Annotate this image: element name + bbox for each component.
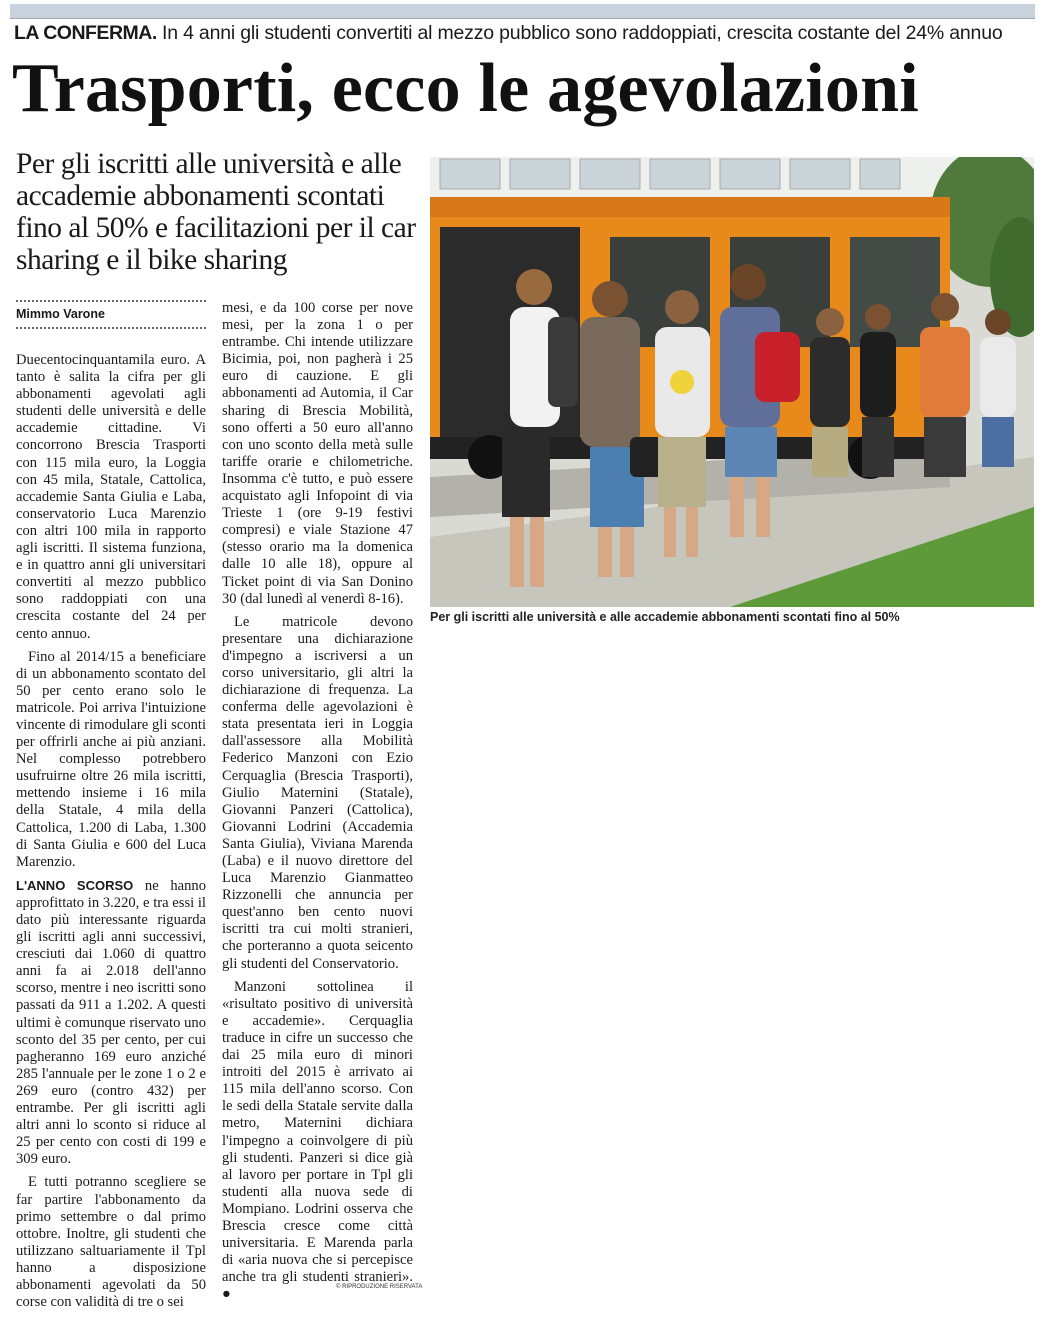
paragraph: Fino al 2014/15 a beneficiare di un abbonamento scontato del 50 per cento erano solo le matricole. Poi arriva l'intuizione vincente di rimodulare gli sconti per offrirli anche ai più anziani. Nel complesso potrebbero usufruirne oltre 26 mila iscritti, mettendo insieme i 16 mila della Statale, 4 mila della Cattolica, 1.200 di Laba, 1.300 di Santa Giulia e 600 del Luca Marenzio. bbox=[16, 648, 206, 870]
headline: Trasporti, ecco le agevolazioni bbox=[12, 50, 919, 127]
runin-label: L'ANNO SCORSO bbox=[16, 877, 134, 893]
photo-caption: Per gli iscritti alle università e alle accademie abbonamenti scontati fino al 50% bbox=[430, 610, 900, 624]
paragraph: mesi, e da 100 corse per nove mesi, per la zona 1 o per entrambe. Chi intende utilizzare Bicimia, poi, non pagherà i 25 euro di cauzione. E gli abbonamenti ad Automia, il Car sharing di Brescia Mobilità, sono offerti a 50 euro all'anno con uno sconto della metà sulle tariffe orarie e chilometriche. Insomma c'è tutto, e può essere acquistato agli Infopoint di via Trieste 1 (ore 9-19 festivi compresi) e viale Stazione 47 (stesso orario ma la domenica dalle 10 alle 18), oppure al Ticket point di via San Donino 30 (dal lunedì al venerdì 8-16). bbox=[222, 300, 413, 607]
copyright-note: © RIPRODUZIONE RISERVATA bbox=[336, 1284, 423, 1290]
page-top-bar bbox=[10, 4, 1035, 19]
bus-students-illustration bbox=[430, 157, 1034, 607]
article-column-1 bbox=[16, 352, 206, 1317]
paragraph: Manzoni sottolinea il «risultato positivo di università e accademie». Cerquaglia traduce in cifre un successo che dai 25 mila euro di minori introiti del 2015 è arrivato ai 115 mila dell'anno scorso. Con le sedi della Statale servite dalla metro, Maternini dichiara l'impegno a coinvolgere di più gli studenti. Panzeri si dice già al lavoro per portare in Tpl gli studenti alla nuova sede di Mompiano. Lodrini osserva che Brescia cresce come città universitaria. E Marenda parla di «aria nuova che si percepisce anche tra gli studenti stranieri». ● bbox=[222, 978, 413, 1303]
paragraph-with-runin bbox=[16, 877, 206, 1169]
news-photo bbox=[430, 157, 1034, 607]
paragraph: Le matricole devono presentare una dichiarazione d'impegno a iscriversi a un corso universitario, gli altri la dichiarazione di frequenza. La conferma delle agevolazioni è stata presentata ieri in Loggia dall'assessore alla Mobilità Federico Manzoni con Ezio Cerquaglia (Brescia Trasporti), Giulio Maternini (Statale), Giovanni Panzeri (Cattolica), Giovanni Lodrini (Accademia Santa Giulia), Viviana Marenda (Laba) e il nuovo direttore del Luca Marenzio Gianmatteo Rizzonelli che annuncia per quest'anno ben cento nuovi iscritti tra cui molti stranieri, che porteranno a quota seicento gli studenti del Conservatorio. bbox=[222, 613, 413, 972]
kicker-text: In 4 anni gli studenti convertiti al mezzo pubblico sono raddoppiati, crescita costante del 24% annuo bbox=[161, 22, 1003, 44]
deck: Per gli iscritti alle università e alle accademie abbonamenti scontati fino al 50% e facilitazioni per il car sharing e il bike sharing bbox=[16, 148, 416, 276]
byline-rule-bottom bbox=[16, 327, 206, 329]
kicker bbox=[14, 22, 1044, 45]
article-column-2 bbox=[222, 300, 413, 1309]
byline-rule-top bbox=[16, 300, 206, 302]
byline: Mimmo Varone bbox=[16, 307, 105, 321]
paragraph: E tutti potranno scegliere se far partire l'abbonamento da primo settembre o dal primo ottobre. Inoltre, gli studenti che utilizzano saltuariamente il Tpl hanno a disposizione abbonamenti agevolati da 50 corse con validità di tre o sei bbox=[16, 1174, 206, 1311]
paragraph-text: ne hanno approfittato in 3.220, e tra essi il dato più interessante riguarda gli iscritti agli anni successivi, cresciuti dai 1.060 di quattro anni fa ai 2.018 dell'anno scorso, mentre i neo iscritti sono passati da 911 a 1.202. A questi ultimi è comunque riservato uno sconto del 35 per cento, per cui pagheranno 169 euro anziché 285 l'annuale per le zone 1 o 2 e 269 euro (contro 432) per entrambe. Per gli iscritti agli altri anni lo sconto si riduce al 25 per cento con costi di 199 e 309 euro. bbox=[16, 877, 207, 1168]
paragraph: Duecentocinquantamila euro. A tanto è salita la cifra per gli abbonamenti agevolati agli studenti delle università e delle accademie cittadine. Vi concorrono Brescia Trasporti con 115 mila euro, la Loggia con 45 mila, Statale, Cattolica, accademie Santa Giulia e Laba, conservatorio Luca Marenzio con altri 100 mila in rapporto agli iscritti. Il sistema funziona, e in quattro anni gli universitari convertiti al mezzo pubblico sono raddoppiati con una crescita costante del 24 per cento annuo. bbox=[16, 352, 206, 642]
kicker-label: LA CONFERMA. bbox=[14, 22, 157, 44]
